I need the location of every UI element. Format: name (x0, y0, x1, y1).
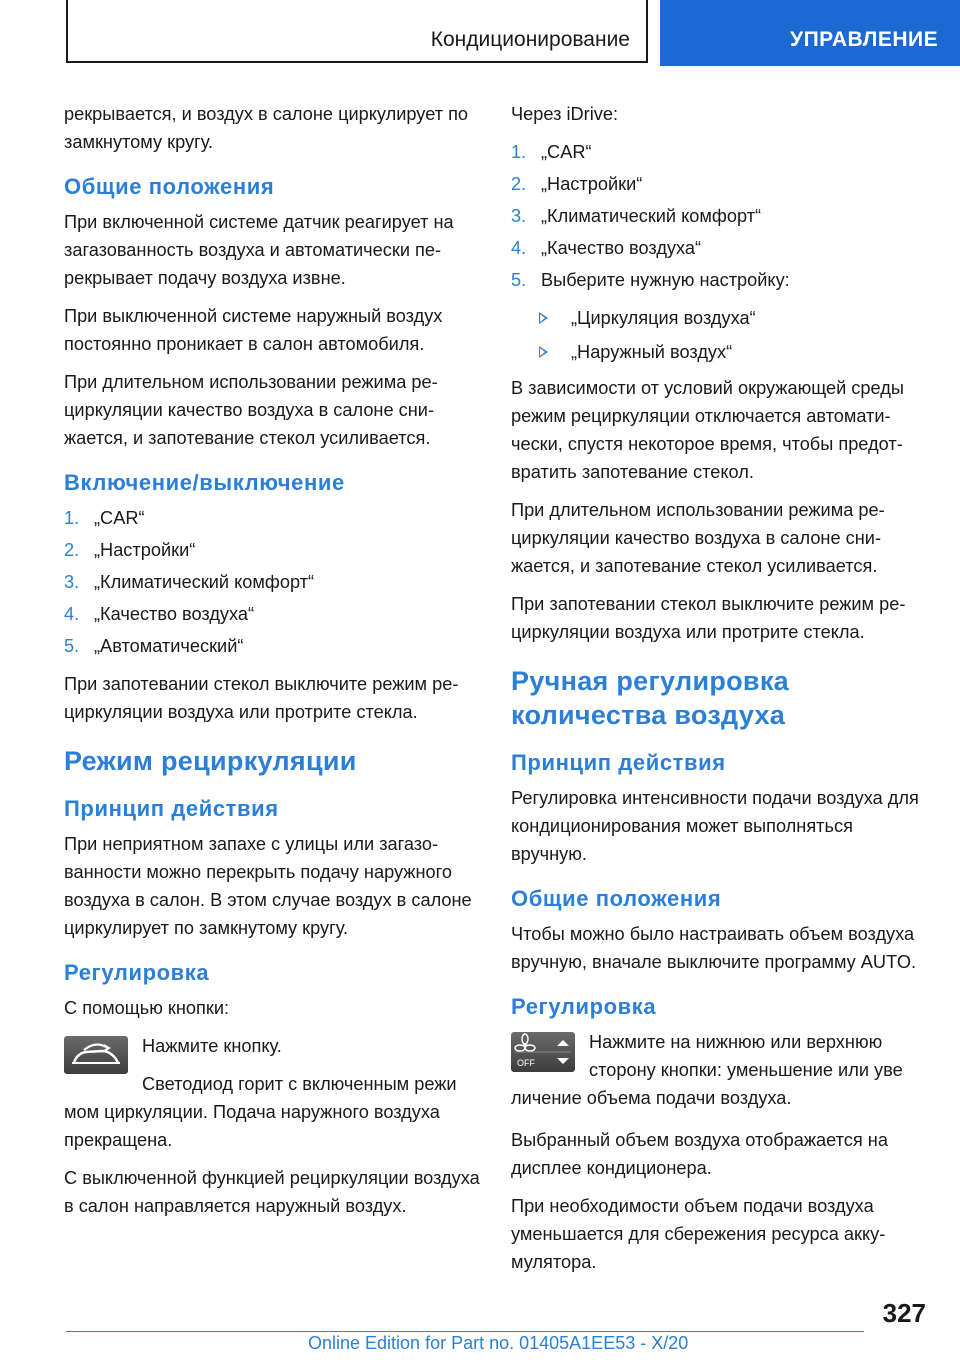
list-item (511, 170, 931, 198)
step-number: 2. (511, 174, 527, 194)
step-text: „Качество воздуха“ (94, 604, 255, 624)
step-text: „Настройки“ (541, 174, 643, 194)
paragraph: При необходимости объем подачи воздуха уменьшается для сбережения ресурса аккумулятора. (511, 1196, 886, 1272)
heading-adjust: Регулировка (64, 960, 210, 985)
list-item (511, 234, 931, 262)
list-item (64, 632, 484, 660)
heading-principle: Принцип действия (511, 750, 726, 775)
step-number: 4. (511, 238, 527, 258)
heading-manual-airflow: Ручная регулировка количества воздуха (511, 666, 789, 730)
step-number: 4. (64, 604, 80, 624)
paragraph: При длительном использовании режима рециркуляции качество воздуха в салоне снижается, и запотевание стекол усиливается. (511, 500, 885, 576)
paragraph: При неприятном запахе с улицы или загазованности можно перекрыть подачу наружного воздуха в салон. В этом случае воздух в салоне циркулирует по замкнутому кругу. (64, 834, 472, 938)
paragraph: Нажмите на нижнюю или верхнюю сторону кнопки: уменьшение или уве (589, 1032, 903, 1080)
footer-edition: Online Edition for Part no. 01405A1EE53 - X/20 (308, 1333, 689, 1353)
paragraph: Светодиод горит с включенным режи (142, 1074, 457, 1094)
sub-options-list (511, 304, 931, 366)
page-header (0, 0, 960, 66)
off-label: OFF (517, 1058, 535, 1068)
heading-on-off: Включение/выключение (64, 470, 345, 495)
heading-general: Общие положения (64, 174, 275, 199)
sub-list-item (511, 304, 931, 332)
paragraph: Регулировка интенсивности подачи воздуха для кондиционирования может выполняться вручную. (511, 788, 919, 864)
list-item (64, 504, 484, 532)
heading-principle: Принцип действия (64, 796, 279, 821)
paragraph: При запотевании стекол выключите режим рециркуляции воздуха или протрите стекла. (64, 674, 459, 722)
paragraph: рекрывается, и воздух в салоне циркулирует по замкнутому кругу. (64, 104, 469, 152)
list-item (64, 568, 484, 596)
sub-option-text: „Наружный воздух“ (571, 342, 733, 362)
button-instruction (511, 1028, 931, 1112)
step-text: „CAR“ (94, 508, 145, 528)
fan-speed-button-icon (511, 1032, 575, 1072)
paragraph: Чтобы можно было настраивать объем воздуха вручную, вначале выключите программу AUTO. (511, 924, 917, 972)
paragraph: При выключенной системе наружный воздух постоянно проникает в салон автомобиля. (64, 306, 443, 354)
section-title: Кондиционирование (430, 28, 630, 51)
list-item (511, 138, 931, 166)
step-number: 1. (64, 508, 80, 528)
step-text: „CAR“ (541, 142, 592, 162)
heading-adjust: Регулировка (511, 994, 657, 1019)
page-number: 327 (882, 1298, 926, 1328)
section-header-box (66, 0, 648, 63)
step-number: 3. (511, 206, 527, 226)
heading-general: Общие положения (511, 886, 722, 911)
list-item (511, 266, 931, 294)
step-number: 3. (64, 572, 80, 592)
paragraph: С помощью кнопки: (64, 998, 230, 1018)
paragraph: При включенной системе датчик реагирует на загазованность воздуха и автоматически перекрывает подачу воздуха извне. (64, 212, 454, 288)
right-column (511, 100, 931, 1286)
step-number: 5. (64, 636, 80, 656)
triangle-bullet-icon (539, 346, 548, 358)
chapter-tab-label: УПРАВЛЕНИЕ (790, 28, 939, 51)
paragraph: Выбранный объем воздуха отображается на дисплее кондиционера. (511, 1130, 888, 1178)
paragraph: Нажмите кнопку. (142, 1036, 282, 1056)
paragraph: При длительном использовании режима рециркуляции качество воздуха в салоне снижается, и запотевание стекол усиливается. (64, 372, 438, 448)
paragraph: В зависимости от условий окружающей среды режим рециркуляции отключается автоматически, спустя некоторое время, чтобы предотвратить запотевание стекол. (511, 378, 904, 482)
sub-option-text: „Циркуляция воздуха“ (571, 308, 756, 328)
sub-list-item (511, 338, 931, 366)
step-text: „Климатический комфорт“ (541, 206, 762, 226)
step-text: „Климатический комфорт“ (94, 572, 315, 592)
step-text: Выберите нужную настройку: (541, 270, 790, 290)
step-number: 1. (511, 142, 527, 162)
step-text: „Качество воздуха“ (541, 238, 702, 258)
paragraph: мом циркуляции. Подача наружного воздуха прекращена. (64, 1102, 440, 1150)
step-text: „Автоматический“ (94, 636, 244, 656)
recirculation-button-icon (64, 1036, 128, 1074)
triangle-bullet-icon (539, 312, 548, 324)
paragraph: При запотевании стекол выключите режим рециркуляции воздуха или протрите стекла. (511, 594, 906, 642)
paragraph: личение объема подачи воздуха. (511, 1088, 792, 1108)
steps-list (64, 504, 484, 660)
steps-list (511, 138, 931, 294)
list-item (64, 600, 484, 628)
step-number: 2. (64, 540, 80, 560)
paragraph: С выключенной функцией рециркуляции воздуха в салон направляется наружный воздух. (64, 1168, 480, 1216)
button-instruction (64, 1032, 484, 1154)
list-item (64, 536, 484, 564)
left-column (64, 100, 484, 1230)
footer-divider (66, 1331, 864, 1332)
heading-recirculation: Режим рециркуляции (64, 746, 357, 776)
chapter-tab (660, 0, 960, 66)
step-text: „Настройки“ (94, 540, 196, 560)
list-item (511, 202, 931, 230)
paragraph: Через iDrive: (511, 104, 618, 124)
step-number: 5. (511, 270, 527, 290)
